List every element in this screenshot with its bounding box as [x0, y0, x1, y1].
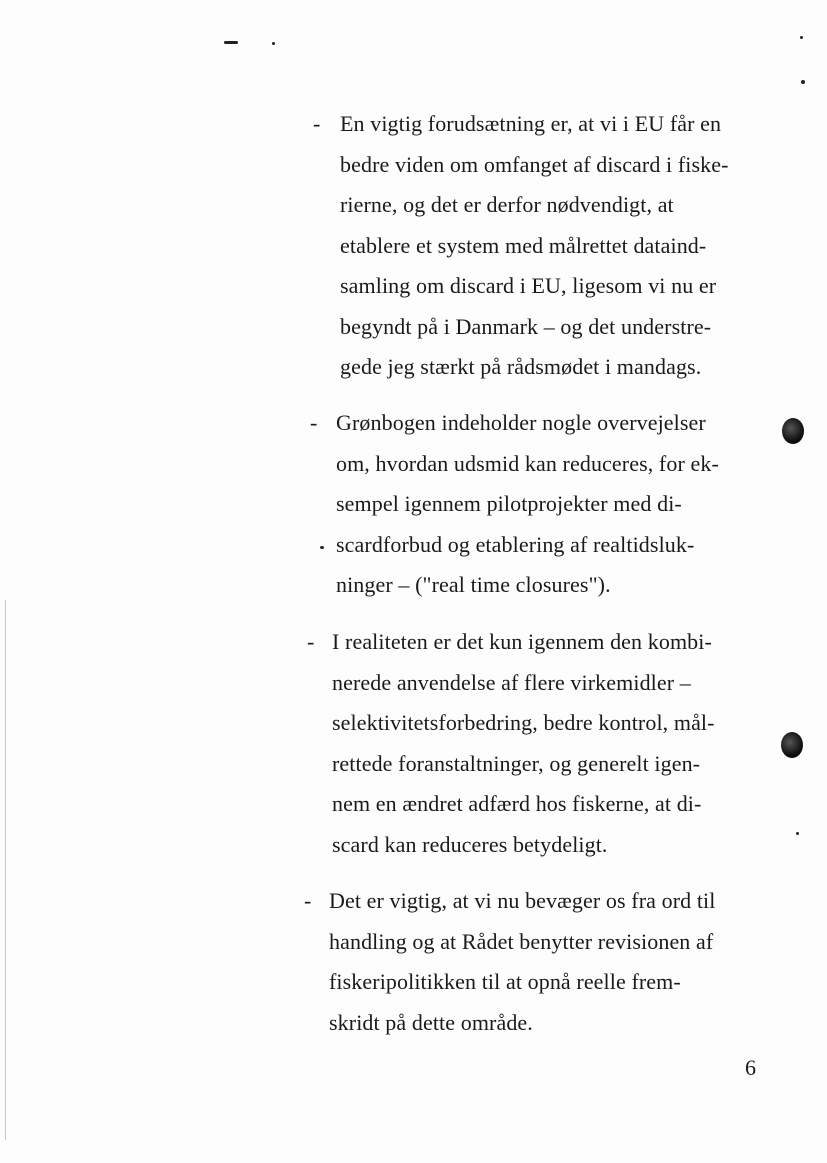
scan-speck	[800, 36, 803, 39]
text-line: begyndt på i Danmark – og det understre-	[340, 313, 712, 339]
bullet-dash: -	[310, 410, 318, 435]
scan-edge-line	[5, 600, 6, 1140]
text-line: I realiteten er det kun igennem den kombi-	[332, 629, 712, 654]
scan-speck	[801, 80, 805, 84]
text-line: samling om discard i EU, ligesom vi nu er	[340, 273, 717, 298]
text-line: om, hvordan udsmid kan reduceres, for ek-	[336, 450, 719, 476]
text-line: nerede anvendelse af flere virkemidler –	[332, 669, 691, 695]
text-line: skridt på dette område.	[329, 1009, 533, 1035]
scan-speck	[224, 41, 238, 44]
text-line: handling og at Rådet benytter revisionen af	[329, 928, 714, 954]
text-line: Grønbogen indeholder nogle overvejelser	[336, 410, 706, 435]
bullet-dash: -	[313, 111, 321, 136]
bullet-text	[329, 881, 779, 1043]
text-line: selektivitetsforbedring, bedre kontrol, mål-	[332, 710, 715, 735]
page-number: 6	[745, 1055, 756, 1080]
text-line: sempel igennem pilotprojekter med di-	[336, 491, 682, 516]
text-line: nem en ændret adfærd hos fiskerne, at di-	[332, 791, 702, 816]
text-line: scard kan reduceres betydeligt.	[332, 831, 608, 857]
text-line: bedre viden om omfanget af discard i fiske-	[340, 151, 729, 177]
text-line: gede jeg stærkt på rådsmødet i mandags.	[340, 354, 702, 379]
bullet-text	[336, 403, 786, 606]
bullet-dash: -	[304, 888, 312, 913]
text-line: scardforbud og etablering af realtidsluk-	[336, 531, 695, 557]
text-line: Det er vigtig, at vi nu bevæger os fra ord til	[329, 888, 716, 913]
binder-hole-bottom	[781, 732, 803, 758]
text-line: rierne, og det er derfor nødvendigt, at	[340, 192, 674, 217]
bullet-text	[340, 104, 790, 388]
text-line: rettede foranstaltninger, og generelt igen-	[332, 750, 701, 776]
bullet-dash: -	[307, 629, 315, 654]
text-line: etablere et system med målrettet dataind-	[340, 232, 707, 258]
scan-speck	[320, 546, 324, 549]
text-line: fiskeripolitikken til at opnå reelle frem-	[329, 969, 681, 994]
text-line: En vigtig forudsætning er, at vi i EU får en	[340, 111, 722, 136]
bullet-text	[332, 622, 782, 865]
text-line: ninger – ("real time closures").	[336, 572, 611, 597]
scan-speck	[272, 42, 275, 45]
scan-speck	[796, 832, 799, 835]
